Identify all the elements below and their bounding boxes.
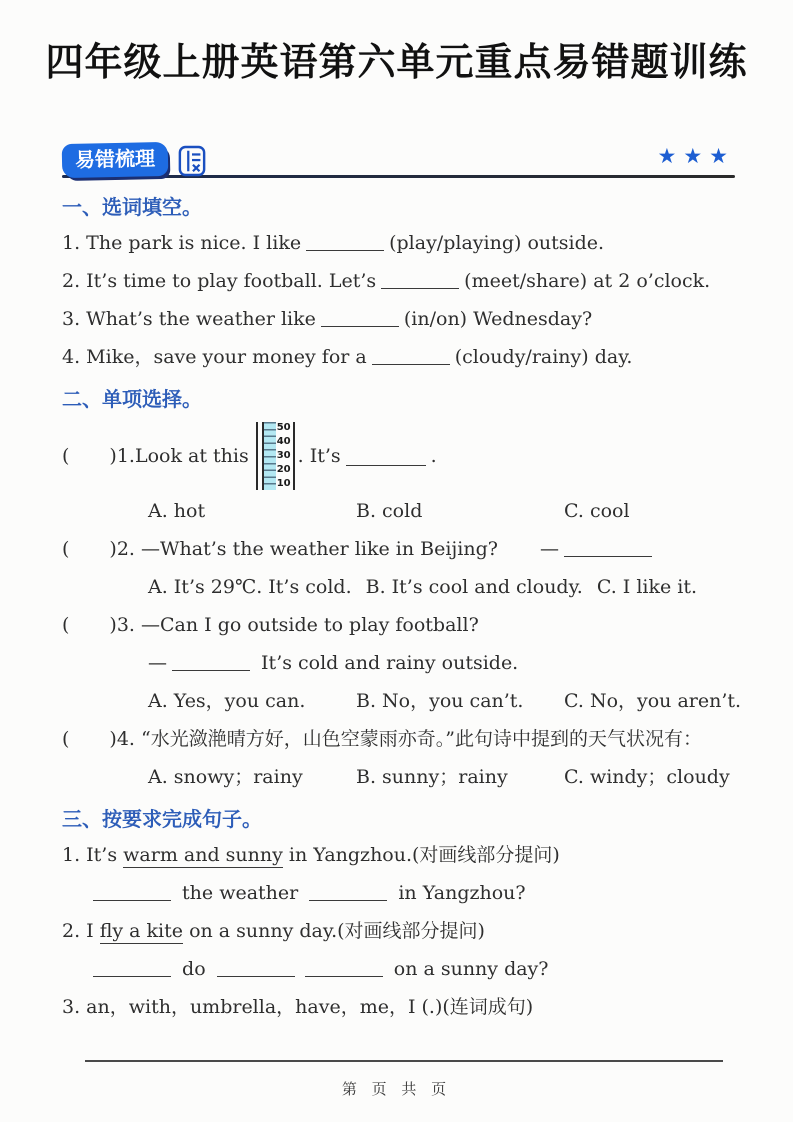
scale-tick-label: 40 [276, 436, 291, 447]
rewrite-item-1-answer-line [88, 880, 735, 906]
underlined-phrase: warm and sunny [123, 844, 283, 866]
star-icon: ★ [657, 144, 684, 168]
rewrite-item-3 [62, 994, 735, 1020]
scale-tick-label: 50 [276, 422, 291, 433]
underlined-phrase: fly a kite [99, 920, 184, 942]
scale-tick-label: 30 [276, 450, 291, 461]
question-text: “水光潋滟晴方好，山色空蒙雨亦奇。”此句诗中提到的天气状况有： [141, 728, 702, 750]
thermometer-scale [276, 422, 295, 490]
choice-question-4 [62, 726, 735, 752]
options-row-q2 [148, 574, 735, 600]
answer-blank [93, 962, 171, 977]
answer-blank [564, 542, 652, 557]
choice-question-3-answer-line [148, 650, 735, 676]
fill-blank-item-4 [62, 344, 735, 370]
error-review-badge: 易错梳理 [62, 142, 169, 178]
answer-blank [93, 886, 171, 901]
item-text: (play/playing) outside. [389, 232, 605, 254]
options-row-q4 [148, 764, 735, 790]
item-text: in Yangzhou? [398, 882, 526, 904]
answer-blank [172, 656, 250, 671]
section1-heading: 一、选词填空。 [62, 195, 202, 219]
item-text: do [182, 958, 206, 980]
thermometer-mercury [262, 422, 276, 490]
option-c: C. cool [564, 500, 630, 522]
badge-group [62, 143, 206, 177]
item-text: 3. an，with，umbrella，have，me，I (.)(连词成句) [62, 996, 534, 1018]
fill-blank-item-3 [62, 306, 735, 332]
item-text: 2. It’s time to play football. Let’s [62, 270, 377, 292]
option-c: C. I like it. [596, 576, 698, 598]
answer-dash: — [148, 652, 167, 674]
option-c: C. No，you aren’t. [564, 690, 742, 712]
answer-paren: ( [62, 445, 70, 467]
item-text: (meet/share) at 2 o’clock. [464, 270, 711, 292]
option-b: B. It’s cool and cloudy. [365, 576, 583, 598]
question-text: —What’s the weather like in Beijing? [141, 538, 498, 560]
rewrite-item-1 [62, 842, 735, 868]
question-text: —Can I go outside to play football? [141, 614, 479, 636]
item-text: on a sunny day.(对画线部分提问) [189, 920, 485, 942]
answer-blank [321, 312, 399, 327]
answer-blank [381, 274, 459, 289]
thermometer-image [256, 422, 295, 490]
item-text: the weather [182, 882, 299, 904]
question-text: . It’s [297, 445, 341, 467]
answer-dash: — [540, 538, 559, 560]
scale-tick-label: 10 [276, 478, 291, 489]
answer-blank [305, 962, 383, 977]
question-text: Look at this [134, 445, 249, 467]
item-text: on a sunny day? [393, 958, 549, 980]
option-c: C. windy；cloudy [564, 766, 730, 788]
answer-blank [306, 236, 384, 251]
rating-stars [658, 144, 735, 168]
answer-blank [372, 350, 450, 365]
answer-blank [346, 451, 426, 466]
item-text: in Yangzhou.(对画线部分提问) [288, 844, 560, 866]
star-icon: ★ [709, 144, 735, 168]
item-text: 4. Mike，save your money for a [62, 346, 367, 368]
section3-heading: 三、按要求完成句子。 [62, 807, 262, 831]
page-footer [0, 1060, 793, 1122]
option-a: A. hot [148, 500, 206, 522]
star-icon: ★ [683, 144, 710, 168]
item-text: 2. I [62, 920, 94, 942]
question-text: It’s cold and rainy outside. [261, 652, 519, 674]
choice-question-3 [62, 612, 735, 638]
question-number: )2. [109, 538, 135, 560]
item-text: 1. It’s [62, 844, 118, 866]
fill-blank-item-2 [62, 268, 735, 294]
page-title: 四年级上册英语第六单元重点易错题训练 [45, 40, 748, 84]
question-text: . [430, 445, 437, 467]
option-a: A. Yes，you can. [148, 690, 306, 712]
answer-blank [309, 886, 387, 901]
section-header [62, 142, 735, 178]
fill-blank-item-1 [62, 230, 735, 256]
document-x-icon [178, 145, 206, 177]
option-b: B. sunny；rainy [356, 766, 508, 788]
option-b: B. cold [356, 500, 423, 522]
options-row-q1 [148, 498, 735, 524]
question-number: )4. [109, 728, 135, 750]
answer-paren: ( [62, 538, 70, 560]
rewrite-item-2-answer-line [88, 956, 735, 982]
question-number: )3. [109, 614, 135, 636]
item-text: 3. What’s the weather like [62, 308, 316, 330]
option-a: A. It’s 29℃. It’s cold. [148, 576, 352, 598]
footer-divider [85, 1060, 723, 1062]
footer-page-number: 第 页 共 页 [341, 1080, 452, 1098]
choice-question-1 [62, 422, 735, 490]
answer-blank [217, 962, 295, 977]
option-a: A. snowy；rainy [148, 766, 303, 788]
answer-paren: ( [62, 728, 70, 750]
answer-paren: ( [62, 614, 70, 636]
rewrite-item-2 [62, 918, 735, 944]
thermometer-tube-line [256, 422, 258, 490]
option-b: B. No，you can’t. [356, 690, 524, 712]
choice-question-2 [62, 536, 735, 562]
item-text: (in/on) Wednesday? [403, 308, 593, 330]
options-row-q3 [148, 688, 742, 714]
worksheet-body [62, 194, 742, 1020]
section2-heading: 二、单项选择。 [62, 387, 202, 411]
item-text: 1. The park is nice. I like [62, 232, 302, 254]
scale-tick-label: 20 [276, 464, 291, 475]
question-number: )1. [109, 445, 135, 467]
item-text: (cloudy/rainy) day. [454, 346, 633, 368]
